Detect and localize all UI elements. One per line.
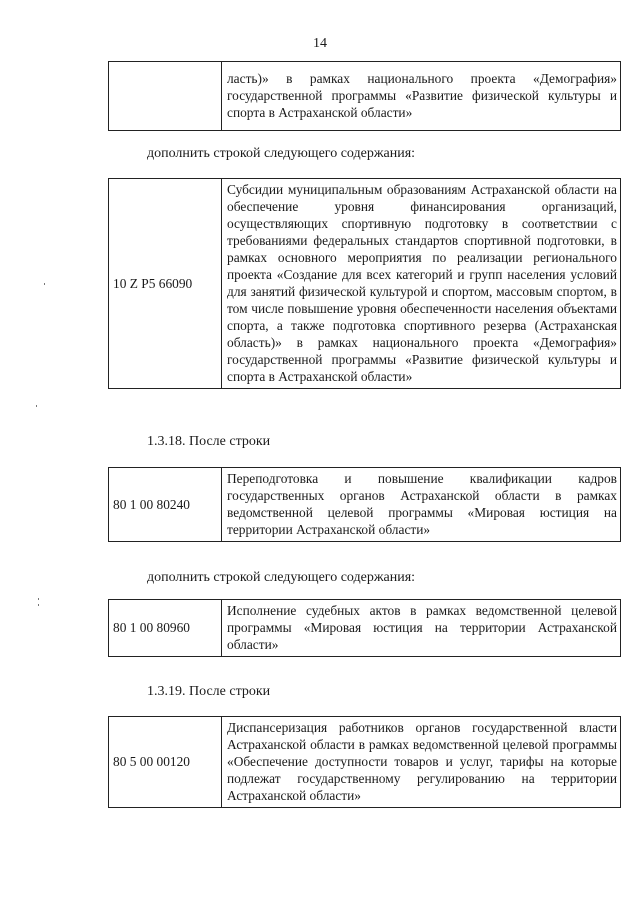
budget-code-cell bbox=[109, 62, 222, 131]
table-row bbox=[109, 468, 621, 542]
budget-table-sports-subsidy bbox=[108, 178, 621, 389]
table-row bbox=[109, 717, 621, 808]
budget-table-medical-exam bbox=[108, 716, 621, 808]
budget-code-cell: 80 5 00 00120 bbox=[109, 717, 222, 808]
scan-speck bbox=[38, 598, 39, 600]
table-row bbox=[109, 600, 621, 657]
table-row bbox=[109, 62, 621, 131]
table-row bbox=[109, 179, 621, 389]
clause-heading: 1.3.18. После строки bbox=[147, 434, 271, 449]
budget-description-cell: Переподготовка и повышение квалификации кадров государственных органов Астраханской области в рамках ведомственной целевой программы «Мировая юстиция на территории Астраханской области» bbox=[222, 468, 621, 542]
budget-description-cell: Диспансеризация работников органов государственной власти Астраханской области в рамках ведомственной целевой программы «Обеспечение доступности товаров и услуг, тарифы на которые подлежат государственному регулированию на территории Астраханской области» bbox=[222, 717, 621, 808]
budget-table-continuation bbox=[108, 61, 621, 131]
budget-table-training bbox=[108, 467, 621, 542]
scan-speck bbox=[36, 405, 37, 407]
budget-description-cell: Субсидии муниципальным образованиям Астраханской области на обеспечение уровня финансирования организаций, осуществляющих спортивную подготовку в соответствии с требованиями федеральных стандартов спортивной подготовки, в рамках основного мероприятия по реализации регионального проекта «Создание для всех категорий и групп населения условий для занятий физической культурой и спортом, массовым спортом, в том числе повышение уровня обеспеченности населения объектами спорта, а также подготовка спортивного резерва (Астраханская область)» в рамках национального проекта «Демография» государственной программы «Развитие физической культуры и спорта в Астраханской области» bbox=[222, 179, 621, 389]
budget-table-court-acts bbox=[108, 599, 621, 657]
page-number: 14 bbox=[313, 36, 327, 51]
budget-code-cell: 80 1 00 80240 bbox=[109, 468, 222, 542]
instruction-text: дополнить строкой следующего содержания: bbox=[147, 570, 416, 585]
budget-code-cell: 10 Z P5 66090 bbox=[109, 179, 222, 389]
scan-speck bbox=[44, 283, 45, 285]
scan-speck bbox=[38, 604, 39, 606]
budget-code-cell: 80 1 00 80960 bbox=[109, 600, 222, 657]
budget-description-cell: Исполнение судебных актов в рамках ведомственной целевой программы «Мировая юстиция на территории Астраханской области» bbox=[222, 600, 621, 657]
clause-heading: 1.3.19. После строки bbox=[147, 684, 271, 699]
instruction-text: дополнить строкой следующего содержания: bbox=[147, 146, 416, 161]
budget-description-cell: ласть)» в рамках национального проекта «Демография» государственной программы «Развитие физической культуры и спорта в Астраханской области» bbox=[222, 62, 621, 131]
